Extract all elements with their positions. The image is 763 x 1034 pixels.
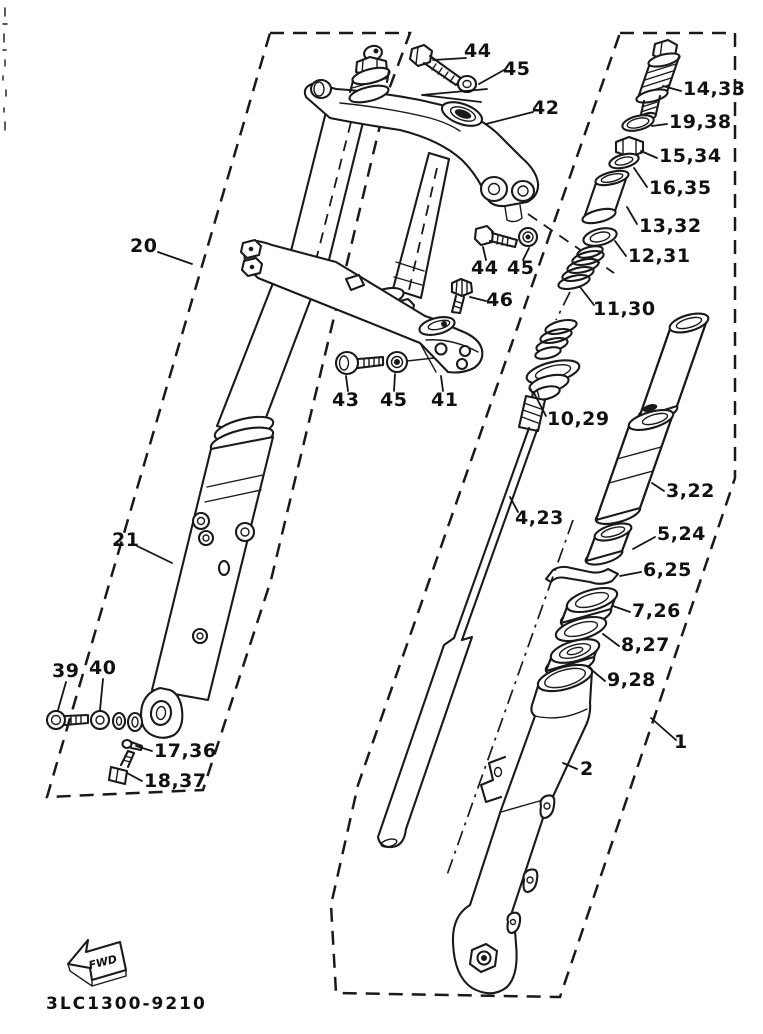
part-callout-7-26: 7,26: [632, 600, 681, 622]
part-callout-17-36: 17,36: [154, 740, 217, 762]
fwd-arrow: [68, 940, 126, 986]
bolt-43: [336, 352, 383, 374]
snap-ring-6-25: [546, 567, 618, 584]
part-callout-6-25: 6,25: [643, 559, 692, 581]
part-callout-4-23: 4,23: [515, 507, 564, 529]
part-callout-10-29: 10,29: [547, 408, 610, 430]
left-leg-inner-tube: [217, 283, 313, 436]
washer-12-31: [582, 225, 619, 249]
part-callout-11-30: 11,30: [593, 298, 656, 320]
diagram-part-code: 3LC1300-9210: [46, 994, 207, 1014]
washer-16-35: [608, 151, 640, 171]
scan-artifacts: [3, 8, 7, 130]
part-callout-14-33: 14,33: [683, 78, 746, 100]
part-callout-15-34: 15,34: [659, 145, 722, 167]
part-callout-44: 44: [464, 40, 492, 62]
part-callout-44: 44: [471, 257, 499, 279]
part-callout-42: 42: [532, 97, 560, 119]
part-callout-5-24: 5,24: [657, 523, 706, 545]
install-arrow: [422, 89, 487, 102]
left-leg-outer-tube: [141, 412, 276, 738]
oring-19-38: [621, 112, 655, 133]
collar-13-32: [581, 168, 630, 226]
part-callout-21: 21: [112, 529, 140, 551]
part-callout-43: 43: [332, 389, 360, 411]
part-callout-12-31: 12,31: [628, 245, 691, 267]
part-callout-39: 39: [52, 660, 80, 682]
seal-washers-axle: [113, 713, 142, 731]
part-callout-20: 20: [130, 235, 158, 257]
drain-bolt-18-37: [109, 751, 134, 784]
outer-tube-2: [453, 660, 595, 994]
part-callout-8-27: 8,27: [621, 634, 670, 656]
bolt-46: [452, 279, 472, 313]
part-callout-45: 45: [503, 58, 531, 80]
fwd-label: FWD: [87, 952, 119, 973]
part-callout-18-37: 18,37: [144, 770, 207, 792]
bushing-5-24: [584, 520, 633, 568]
washer-40: [91, 711, 109, 729]
part-callout-41: 41: [431, 389, 459, 411]
part-callout-45: 45: [507, 257, 535, 279]
bolt-44-top: [410, 45, 462, 85]
fork-tube-upper: [637, 310, 711, 425]
part-callout-19-38: 19,38: [669, 111, 732, 133]
part-callout-46: 46: [486, 289, 514, 311]
bolt-44-mid: [475, 226, 517, 247]
nut-45-mid: [519, 228, 537, 246]
part-callout-45: 45: [380, 389, 408, 411]
pin-17-36: [123, 740, 143, 750]
part-callout-13-32: 13,32: [639, 215, 702, 237]
steering-stem: [393, 153, 449, 298]
part-callout-9-28: 9,28: [607, 669, 656, 691]
part-callout-40: 40: [89, 657, 117, 679]
part-callout-2: 2: [580, 758, 594, 780]
part-callout-1: 1: [674, 731, 688, 753]
part-callout-3-22: 3,22: [666, 480, 715, 502]
part-callout-16-35: 16,35: [649, 177, 712, 199]
